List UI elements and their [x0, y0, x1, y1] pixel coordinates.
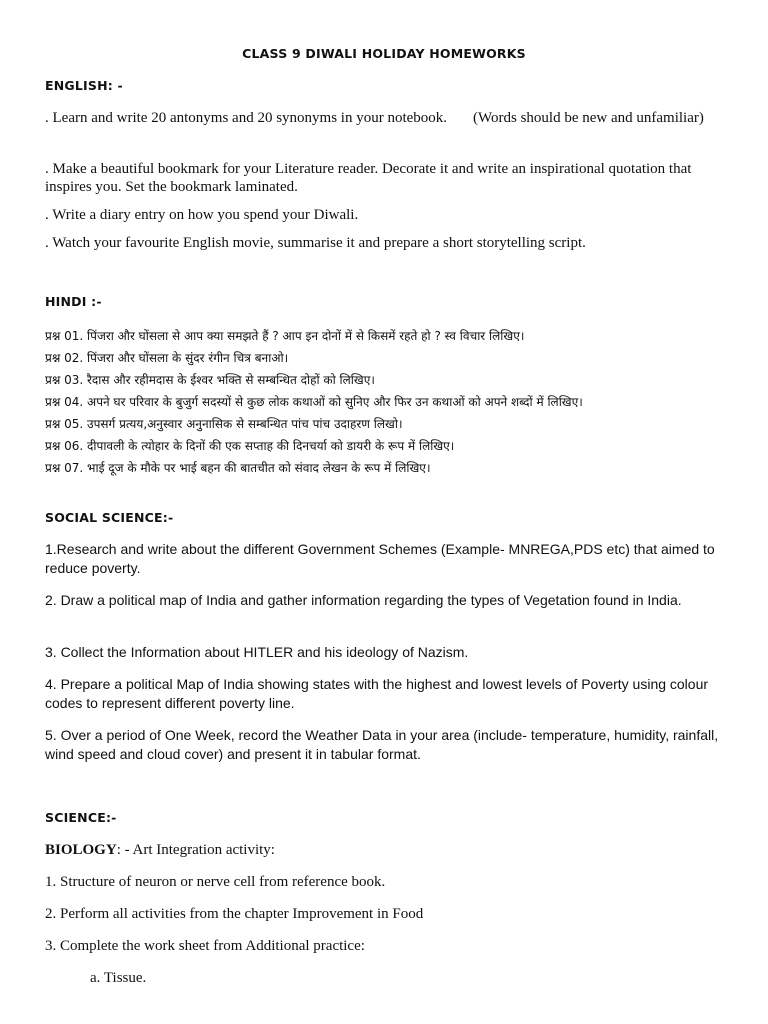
hindi-item-1: प्रश्न 01. पिंजरा और घोंसला से आप क्या समझते हैं ? आप इन दोनों में से किसमें रहते हो ? स्व विचार लिखिए। — [45, 329, 525, 343]
social-science-item-4: 4. Prepare a political Map of India showing states with the highest and lowest levels of Poverty using colour codes to represent different poverty line. — [45, 676, 709, 711]
science-item-1: 1. Structure of neuron or nerve cell from reference book. — [45, 874, 386, 890]
social-science-item-2: 2. Draw a political map of India and gather information regarding the types of Vegetation found in India. — [45, 592, 682, 608]
english-item-2: . Make a beautiful bookmark for your Literature reader. Decorate it and write an inspirational quotation that inspires you. Set the bookmark laminated. — [45, 161, 692, 195]
hindi-list — [45, 325, 745, 479]
biology-text: : - Art Integration activity: — [116, 842, 275, 858]
page-title: CLASS 9 DIWALI HOLIDAY HOMEWORKS — [242, 46, 526, 61]
science-subitem-a: a. Tissue. — [90, 970, 147, 986]
biology-label: BIOLOGY — [45, 842, 117, 858]
science-item-2: 2. Perform all activities from the chapter Improvement in Food — [45, 906, 424, 922]
english-item-4: . Watch your favourite English movie, summarise it and prepare a short storytelling script. — [45, 235, 586, 251]
social-science-item-1: 1.Research and write about the different Government Schemes (Example- MNREGA,PDS etc) that aimed to reduce poverty. — [45, 541, 715, 576]
hindi-item-6: प्रश्न 06. दीपावली के त्योहार के दिनों की एक सप्ताह की दिनचर्या को डायरी के रूप में लिखिए। — [45, 439, 455, 453]
english-heading: ENGLISH: - — [45, 78, 123, 93]
social-science-item-3: 3. Collect the Information about HITLER and his ideology of Nazism. — [45, 644, 469, 660]
social-science-item-5: 5. Over a period of One Week, record the Weather Data in your area (include- temperature, humidity, rainfall, wind speed and cloud cover) and present it in tabular format. — [45, 727, 719, 762]
hindi-item-2: प्रश्न 02. पिंजरा और घोंसला के सुंदर रंगीन चित्र बनाओ। — [45, 351, 289, 365]
science-heading: SCIENCE:- — [45, 810, 117, 825]
english-item-3: . Write a diary entry on how you spend your Diwali. — [45, 207, 359, 223]
hindi-item-7: प्रश्न 07. भाई दूज के मौके पर भाई बहन की बातचीत को संवाद लेखन के रूप में लिखिए। — [45, 461, 431, 475]
science-item-3: 3. Complete the work sheet from Additional practice: — [45, 938, 365, 954]
social-science-heading: SOCIAL SCIENCE:- — [45, 510, 174, 525]
english-item-1: . Learn and write 20 antonyms and 20 synonyms in your notebook. (Words should be new and unfamiliar) — [45, 110, 704, 126]
hindi-heading: HINDI :- — [45, 294, 102, 309]
biology-line — [45, 841, 735, 859]
hindi-item-3: प्रश्न 03. रैदास और रहीमदास के ईश्वर भक्ति से सम्बन्धित दोहों को लिखिए। — [45, 373, 375, 387]
hindi-item-4: प्रश्न 04. अपने घर परिवार के बुजुर्ग सदस्यों से कुछ लोक कथाओं को सुनिए और फिर उन कथाओं को अपने शब्दों में लिखिए। — [45, 395, 583, 409]
hindi-item-5: प्रश्न 05. उपसर्ग प्रत्यय,अनुस्वार अनुनासिक से सम्बन्धित पांच पांच उदाहरण लिखो। — [45, 417, 403, 431]
